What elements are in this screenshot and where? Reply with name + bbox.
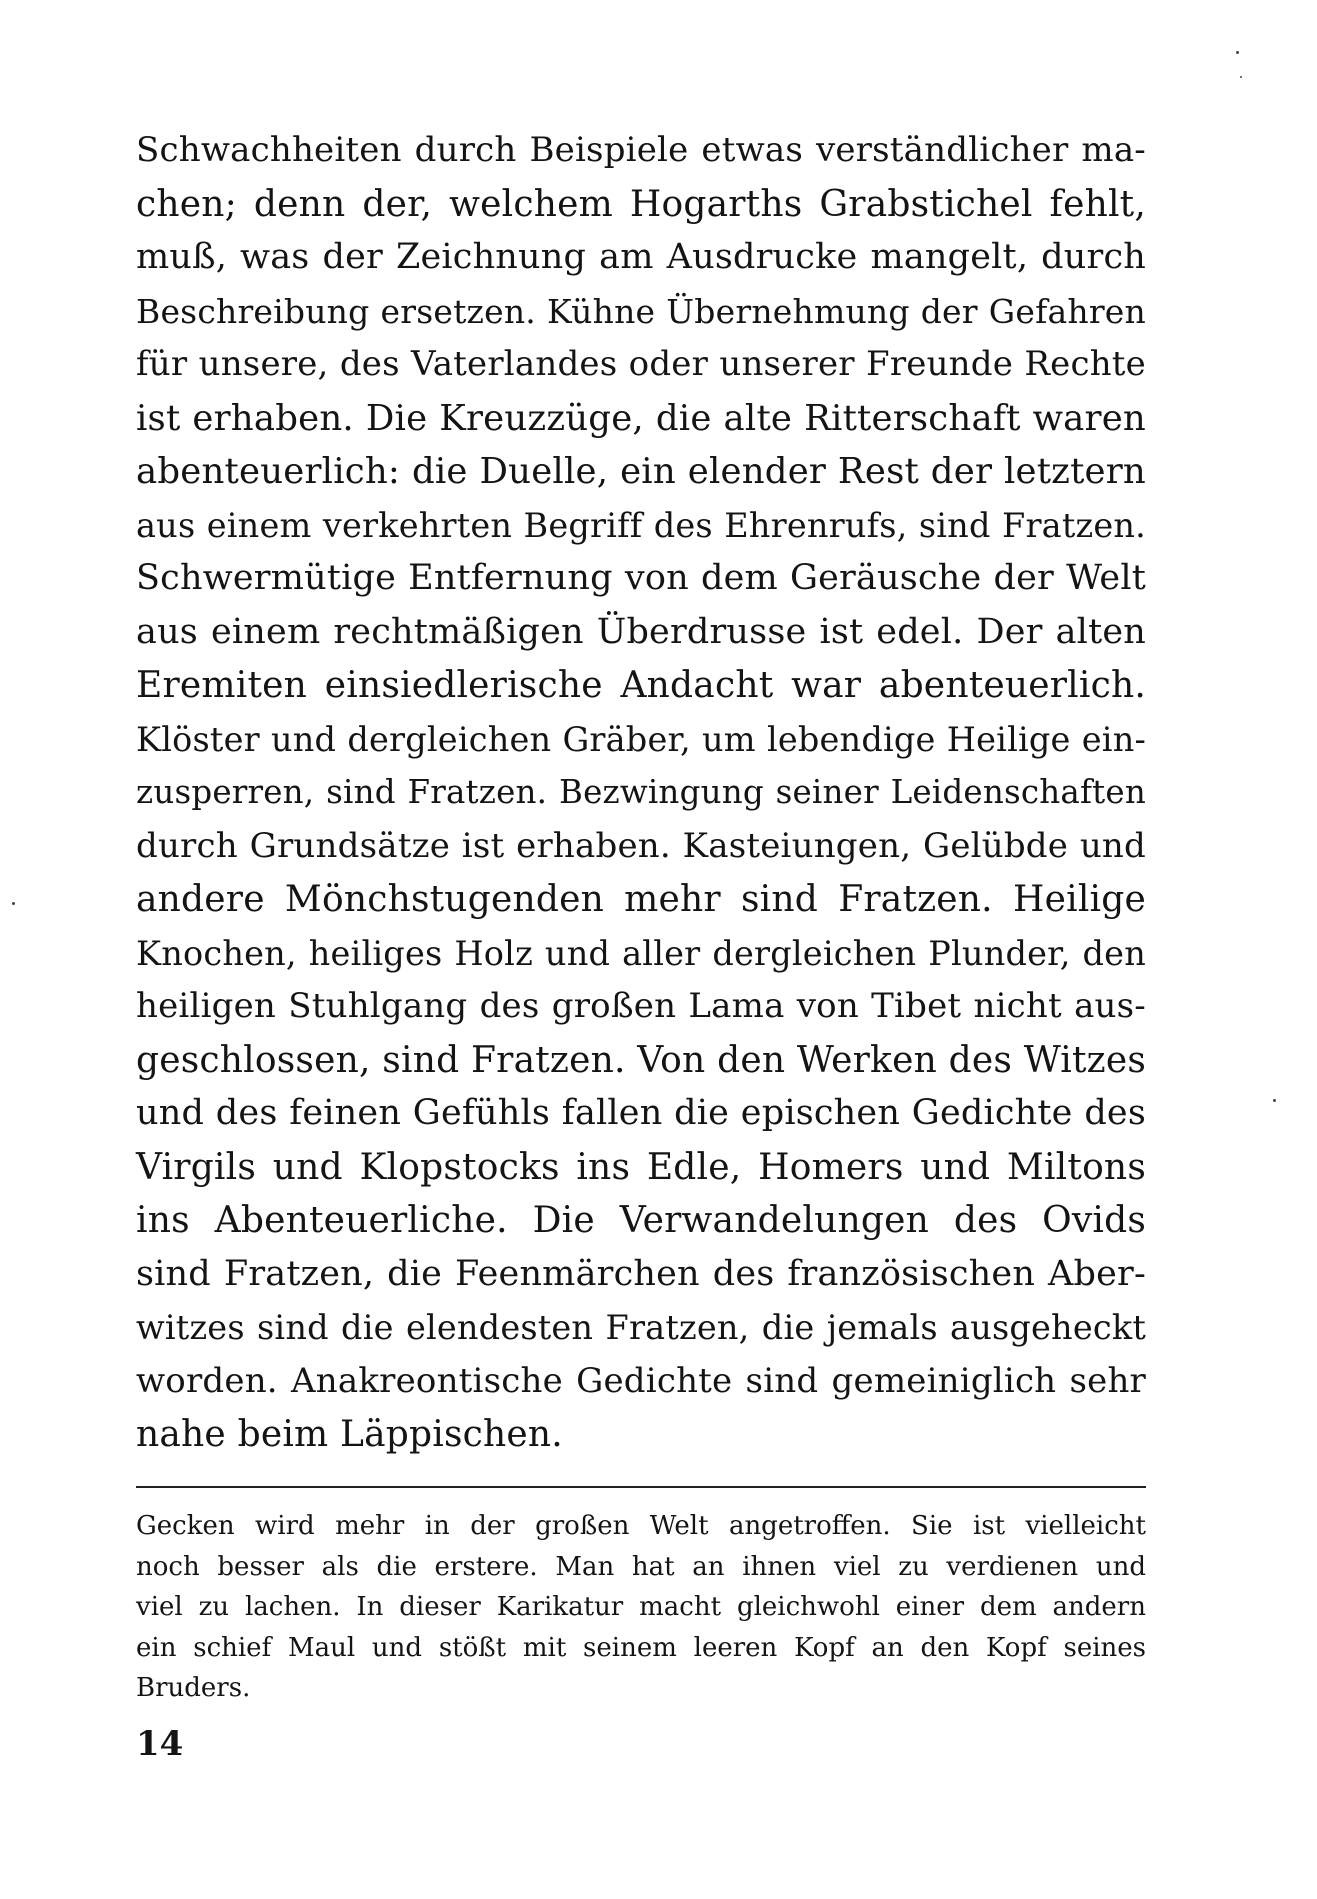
text-line: witzes sind die elendesten Fratzen, die jemals ausgeheckt [136, 1308, 1146, 1347]
text-line: ist erhaben. Die Kreuzzüge, die alte Ritterschaft waren [136, 397, 1146, 439]
text-line: muß, was der Zeichnung am Ausdrucke mangelt, durch [136, 237, 1146, 277]
text-line: Schwachheiten durch Beispiele etwas verständlicher ma- [136, 130, 1146, 170]
footnote-divider [136, 1486, 1146, 1488]
footnote-line: ein schief Maul und stößt mit seinem leeren Kopf an den Kopf seines [136, 1632, 1146, 1663]
footnote-line: viel zu lachen. In dieser Karikatur macht gleichwohl einer dem andern [136, 1592, 1146, 1622]
text-line: zusperren, sind Fratzen. Bezwingung seiner Leidenschaften [136, 773, 1146, 811]
footnote-line: noch besser als die erstere. Man hat an ihnen viel zu verdienen und [136, 1551, 1146, 1582]
text-line: worden. Anakreontische Gedichte sind gemeiniglich sehr [136, 1360, 1146, 1401]
main-text-block [136, 124, 1146, 1462]
text-line: andere Mönchstugenden mehr sind Fratzen. Heilige [136, 879, 1146, 920]
text-line: heiligen Stuhlgang des großen Lama von Tibet nicht aus- [136, 986, 1146, 1026]
print-speck [12, 902, 15, 905]
text-line: ins Abenteuerliche. Die Verwandelungen des Ovids [136, 1200, 1146, 1241]
text-line: Eremiten einsiedlerische Andacht war abenteuerlich. [136, 665, 1146, 706]
text-line: sind Fratzen, die Feenmärchen des französischen Aber- [136, 1253, 1146, 1294]
footnote-block [136, 1506, 1146, 1709]
text-line: Klöster und dergleichen Gräber, um lebendige Heilige ein- [136, 719, 1146, 759]
print-speck [1273, 1099, 1276, 1102]
page-number: 14 [136, 1724, 184, 1764]
footnote-line: Gecken wird mehr in der großen Welt angetroffen. Sie ist vielleicht [136, 1511, 1146, 1541]
print-speck [1240, 76, 1242, 78]
text-line: aus einem verkehrten Begriff des Ehrenrufs, sind Fratzen. [136, 505, 1146, 545]
text-line: Schwermütige Entfernung von dem Geräusche der Welt [136, 558, 1146, 598]
text-line: Knochen, heiliges Holz und aller dergleichen Plunder, den [136, 933, 1146, 973]
text-line: und des feinen Gefühls fallen die epischen Gedichte des [136, 1093, 1146, 1133]
text-line: Virgils und Klopstocks ins Edle, Homers und Miltons [136, 1146, 1146, 1188]
text-line: für unsere, des Vaterlandes oder unserer Freunde Rechte [136, 344, 1146, 384]
text-line: durch Grundsätze ist erhaben. Kasteiungen, Gelübde und [136, 825, 1146, 866]
text-line: geschlossen, sind Fratzen. Von den Werken des Witzes [136, 1039, 1146, 1081]
print-speck [1236, 51, 1239, 54]
text-line: Beschreibung ersetzen. Kühne Übernehmung der Gefahren [136, 291, 1146, 331]
text-line: nahe beim Läppischen. [136, 1414, 563, 1455]
text-line: chen; denn der, welchem Hogarths Grabstichel fehlt, [136, 183, 1146, 225]
text-line: aus einem rechtmäßigen Überdrusse ist edel. Der alten [136, 611, 1146, 652]
text-line: abenteuerlich: die Duelle, ein elender Rest der letztern [136, 451, 1146, 492]
footnote-line: Bruders. [136, 1673, 251, 1703]
